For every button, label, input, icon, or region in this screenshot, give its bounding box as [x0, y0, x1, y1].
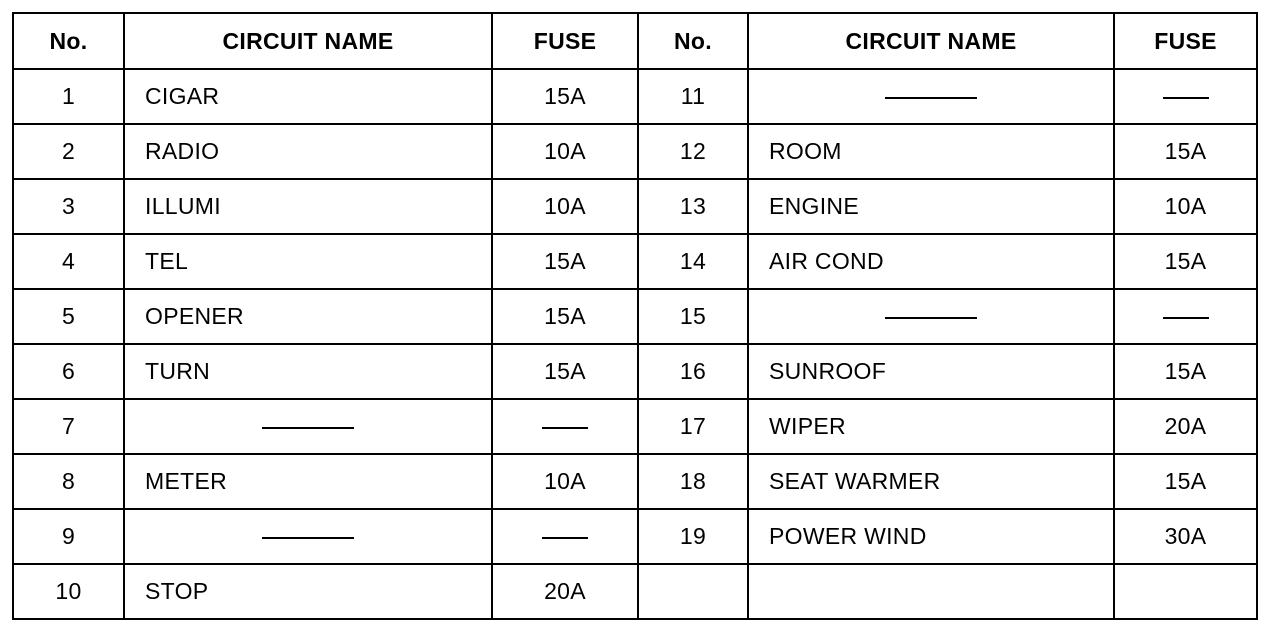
fuse-rating: 10A	[492, 454, 638, 509]
unused-dash	[542, 427, 588, 429]
table-row	[13, 289, 638, 344]
circuit-name: METER	[124, 454, 492, 509]
header-fuse: FUSE	[492, 13, 638, 69]
row-number: 7	[13, 399, 124, 454]
circuit-name: OPENER	[124, 289, 492, 344]
row-number: 1	[13, 69, 124, 124]
header-circuit-name: CIRCUIT NAME	[748, 13, 1114, 69]
unused-dash	[1163, 97, 1209, 99]
unused-dash	[262, 427, 354, 429]
unused-dash	[262, 537, 354, 539]
row-number: 12	[638, 124, 748, 179]
circuit-name: ROOM	[748, 124, 1114, 179]
table-row	[13, 509, 638, 564]
table-row	[638, 454, 1257, 509]
table-row	[13, 344, 638, 399]
row-number: 14	[638, 234, 748, 289]
table-row	[638, 344, 1257, 399]
circuit-name	[124, 399, 492, 454]
fuse-rating	[1114, 289, 1257, 344]
row-number: 19	[638, 509, 748, 564]
table-row	[13, 69, 638, 124]
fuse-rating: 30A	[1114, 509, 1257, 564]
header-no: No.	[13, 13, 124, 69]
row-number: 10	[13, 564, 124, 619]
table-row	[638, 179, 1257, 234]
table-row	[13, 234, 638, 289]
circuit-name	[748, 564, 1114, 619]
fuse-rating: 15A	[1114, 454, 1257, 509]
circuit-name: TURN	[124, 344, 492, 399]
fuse-rating	[1114, 564, 1257, 619]
circuit-name	[124, 509, 492, 564]
fuse-rating: 15A	[492, 234, 638, 289]
header-no: No.	[638, 13, 748, 69]
row-number: 13	[638, 179, 748, 234]
table-row	[13, 454, 638, 509]
fuse-rating: 15A	[1114, 344, 1257, 399]
fuse-rating: 15A	[1114, 124, 1257, 179]
circuit-name	[748, 289, 1114, 344]
header-fuse: FUSE	[1114, 13, 1257, 69]
row-number: 5	[13, 289, 124, 344]
circuit-name: SEAT WARMER	[748, 454, 1114, 509]
row-number: 16	[638, 344, 748, 399]
unused-dash	[542, 537, 588, 539]
table-row	[638, 564, 1257, 619]
unused-dash	[885, 317, 977, 319]
table-row	[13, 564, 638, 619]
row-number	[638, 564, 748, 619]
circuit-name: STOP	[124, 564, 492, 619]
circuit-name: SUNROOF	[748, 344, 1114, 399]
row-number: 2	[13, 124, 124, 179]
circuit-name: WIPER	[748, 399, 1114, 454]
table-row	[638, 289, 1257, 344]
circuit-name: CIGAR	[124, 69, 492, 124]
fuse-rating: 10A	[1114, 179, 1257, 234]
row-number: 8	[13, 454, 124, 509]
fuse-rating: 15A	[492, 344, 638, 399]
fuse-rating	[492, 399, 638, 454]
fuse-rating: 20A	[492, 564, 638, 619]
row-number: 11	[638, 69, 748, 124]
row-number: 17	[638, 399, 748, 454]
table-row	[13, 179, 638, 234]
circuit-name: POWER WIND	[748, 509, 1114, 564]
unused-dash	[885, 97, 977, 99]
unused-dash	[1163, 317, 1209, 319]
fuse-rating: 15A	[492, 69, 638, 124]
fuse-rating	[1114, 69, 1257, 124]
circuit-name: AIR COND	[748, 234, 1114, 289]
table-row	[638, 234, 1257, 289]
circuit-name: TEL	[124, 234, 492, 289]
fuse-table-left	[12, 12, 639, 620]
fuse-table-right	[637, 12, 1258, 620]
header-row	[13, 13, 638, 69]
fuse-rating	[492, 509, 638, 564]
fuse-rating: 15A	[1114, 234, 1257, 289]
circuit-name: RADIO	[124, 124, 492, 179]
row-number: 9	[13, 509, 124, 564]
fuse-rating: 10A	[492, 179, 638, 234]
table-row	[638, 399, 1257, 454]
fuse-rating: 10A	[492, 124, 638, 179]
table-row	[638, 124, 1257, 179]
row-number: 6	[13, 344, 124, 399]
table-row	[13, 399, 638, 454]
fuse-rating: 15A	[492, 289, 638, 344]
row-number: 15	[638, 289, 748, 344]
fuse-table-sheet	[12, 12, 1256, 618]
row-number: 4	[13, 234, 124, 289]
circuit-name: ILLUMI	[124, 179, 492, 234]
table-row	[13, 124, 638, 179]
circuit-name: ENGINE	[748, 179, 1114, 234]
circuit-name	[748, 69, 1114, 124]
row-number: 3	[13, 179, 124, 234]
row-number: 18	[638, 454, 748, 509]
header-circuit-name: CIRCUIT NAME	[124, 13, 492, 69]
header-row	[638, 13, 1257, 69]
table-row	[638, 69, 1257, 124]
table-row	[638, 509, 1257, 564]
fuse-rating: 20A	[1114, 399, 1257, 454]
